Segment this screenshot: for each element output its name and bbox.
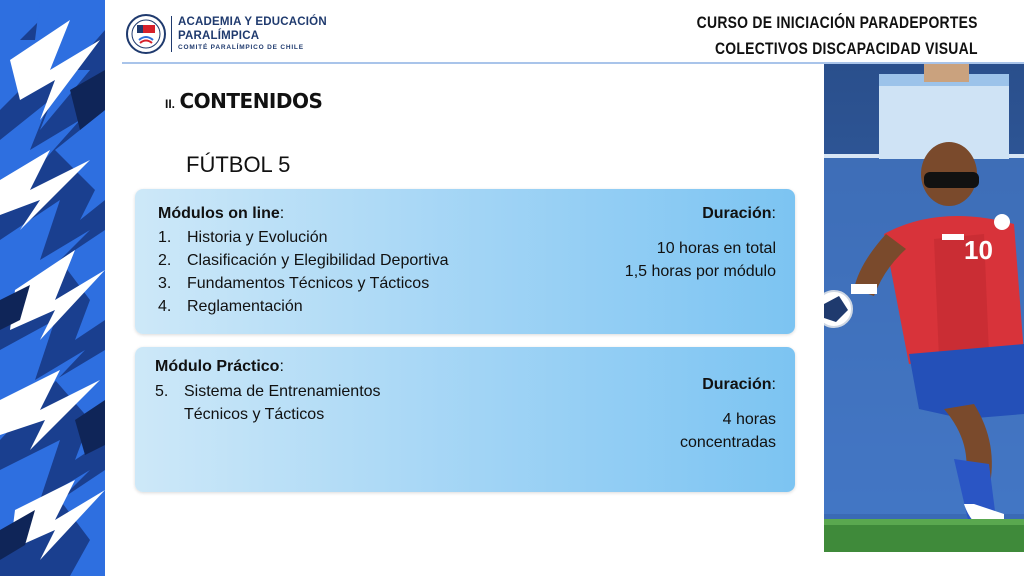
course-title-line1: CURSO DE INICIACIÓN PARADEPORTES [696, 13, 978, 32]
online-modules-list [158, 226, 448, 318]
academy-logo [126, 14, 326, 56]
logo-divider [171, 16, 172, 52]
list-item: Técnicos y Tácticos [184, 406, 325, 423]
paralympic-emblem-icon [126, 14, 166, 54]
sport-title: FÚTBOL 5 [186, 152, 291, 177]
section-title: CONTENIDOS [179, 89, 323, 113]
online-modules-label: Módulos on line: [158, 205, 285, 222]
list-item: 5. Sistema de Entrenamientos [155, 383, 381, 400]
online-duration-label: Duración: [702, 205, 776, 222]
practical-module-label: Módulo Práctico: [155, 358, 284, 375]
jersey-number: 10 [964, 235, 993, 265]
list-item: 2. Clasificación y Elegibilidad Deportiva [158, 252, 449, 269]
practical-duration-value: 4 horas concentradas [679, 411, 776, 451]
practical-module-card [135, 347, 795, 492]
decorative-side-pattern [0, 0, 105, 576]
logo-text-line1: ACADEMIA Y EDUCACIÓN [178, 16, 327, 28]
logo-text-line2: PARALÍMPICA [178, 30, 260, 42]
online-duration-value: 10 horas en total 1,5 horas por módulo [624, 240, 776, 280]
online-modules-card [135, 189, 795, 334]
list-item: 4. Reglamentación [158, 298, 303, 315]
logo-text-line3: COMITÉ PARALÍMPICO DE CHILE [178, 44, 304, 51]
practical-module-list [155, 380, 381, 426]
player-photo [824, 64, 1024, 552]
course-title-line2: COLECTIVOS DISCAPACIDAD VISUAL [715, 39, 978, 58]
section-number: II. [165, 97, 176, 111]
practical-duration-label: Duración: [702, 376, 776, 393]
list-item: 3. Fundamentos Técnicos y Tácticos [158, 275, 430, 292]
course-title [697, 10, 978, 62]
section-heading [165, 89, 322, 113]
list-item: 1. Historia y Evolución [158, 229, 328, 246]
